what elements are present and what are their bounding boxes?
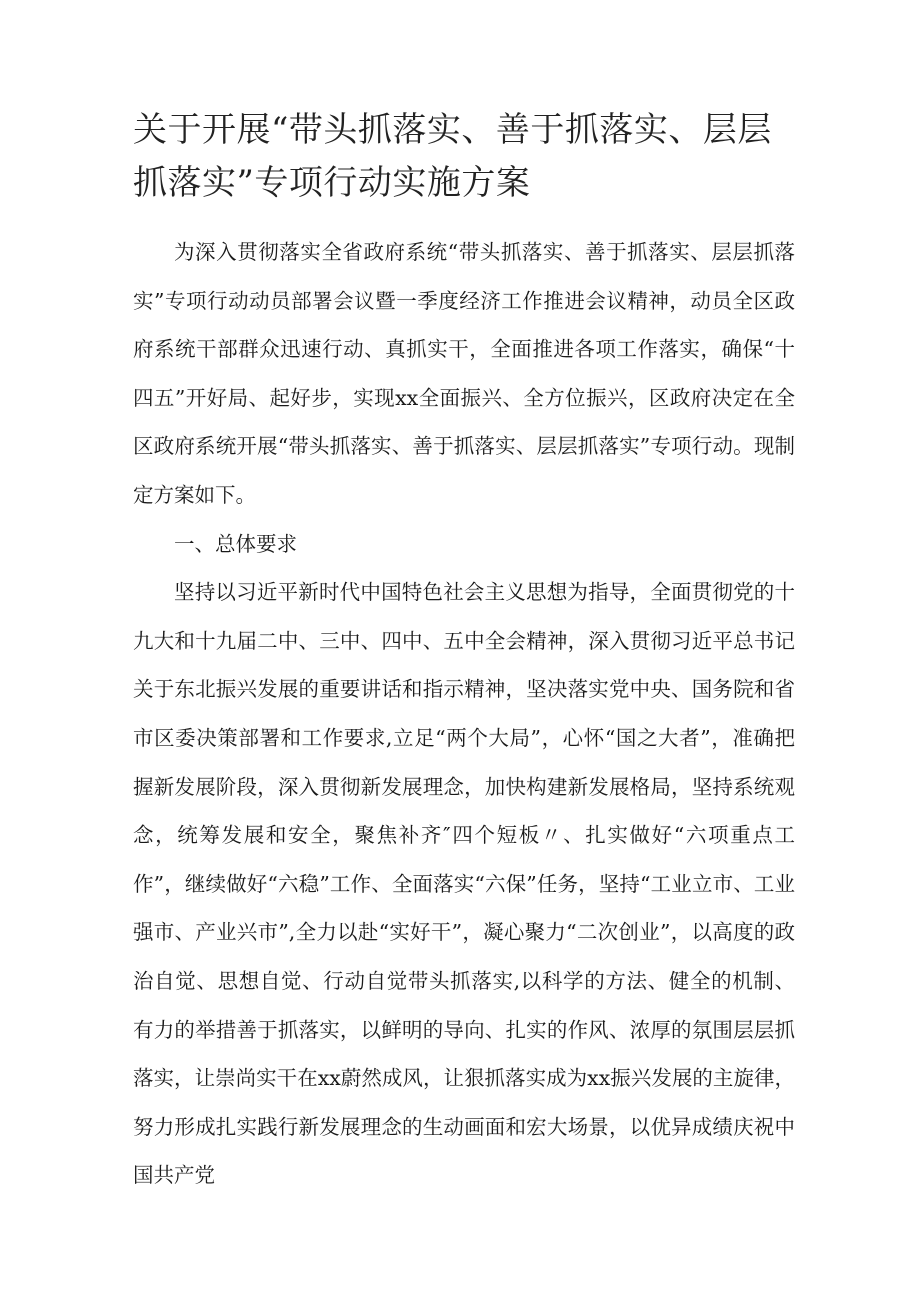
- section-paragraph: 坚持以习近平新时代中国特色社会主义思想为指导，全面贯彻党的十九大和十九届二中、三中、四中、五中全会精神，深入贯彻习近平总书记关于东北振兴发展的重要讲话和指示精神，坚决落实党中央、国务院和省市区委决策部署和工作要求,立足“两个大局”，心怀“国之大者”，准确把握新发展阶段，深入贯彻新发展理念，加快构建新发展格局，坚持系统观念，统筹发展和安全，聚焦补齐″四个短板〃、扎实做好“六项重点工作”，继续做好“六稳”工作、全面落实“六保”任务，坚持“工业立市、工业强市、产业兴市”,全力以赴“实好干”，凝心聚力“二次创业”，以高度的政治自觉、思想自觉、行动自觉带头抓落实,以科学的方法、健全的机制、有力的举措善于抓落实，以鲜明的导向、扎实的作风、浓厚的氛围层层抓落实，让崇尚实干在xx蔚然成风，让狠抓落实成为xx振兴发展的主旋律，努力形成扎实践行新发展理念的生动画面和宏大场景，以优异成绩庆祝中国共产党: [133, 580, 795, 1188]
- section-heading: 一、总体要求: [174, 531, 297, 556]
- intro-paragraph: 为深入贯彻落实全省政府系统“带头抓落实、善于抓落实、层层抓落实”专项行动动员部署会议暨一季度经济工作推进会议精神，动员全区政府系统干部群众迅速行动、真抓实干，全面推进各项工作落实，确保“十四五”开好局、起好步，实现xx全面振兴、全方位振兴，区政府决定在全区政府系统开展“带头抓落实、善于抓落实、层层抓落实”专项行动。现制定方案如下。: [133, 240, 795, 507]
- document-title: 关于开展“带头抓落实、善于抓落实、层层抓落实”专项行动实施方案: [133, 110, 772, 203]
- document-body: [133, 228, 795, 1200]
